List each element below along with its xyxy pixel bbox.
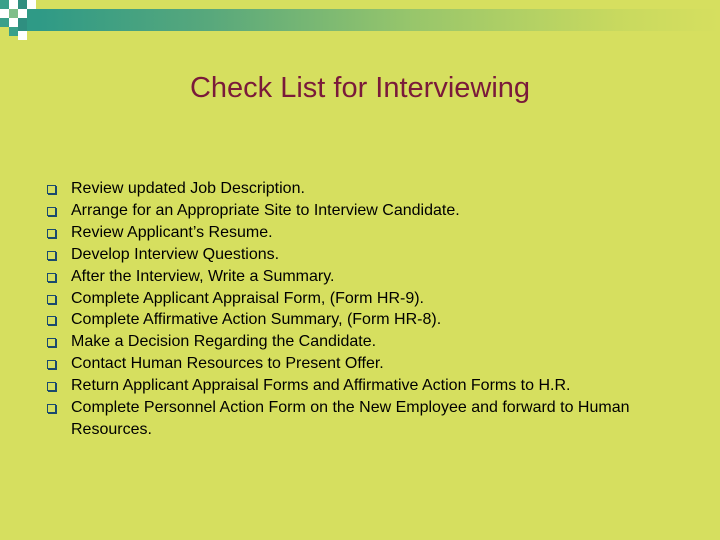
list-item-text: Complete Personnel Action Form on the New Employee and forward to Human Resources. <box>71 399 630 438</box>
list-item-text: Complete Applicant Appraisal Form, (Form HR-9). <box>71 289 424 307</box>
header-band <box>40 9 720 31</box>
list-item-text: Make a Decision Regarding the Candidate. <box>71 333 377 351</box>
list-item <box>47 200 667 222</box>
square-bullet-icon <box>47 382 56 391</box>
square-bullet-icon <box>47 207 56 216</box>
square-bullet-icon <box>47 185 56 194</box>
checklist <box>47 178 667 441</box>
square-bullet-icon <box>47 316 56 325</box>
list-item-text: Return Applicant Appraisal Forms and Affirmative Action Forms to H.R. <box>71 377 571 395</box>
list-item <box>47 331 667 353</box>
list-item <box>47 244 667 266</box>
list-item-text: Review Applicant’s Resume. <box>71 223 273 241</box>
square-bullet-icon <box>47 404 56 413</box>
list-item-text: Review updated Job Description. <box>71 180 305 197</box>
list-item-text: Arrange for an Appropriate Site to Interview Candidate. <box>71 201 460 219</box>
list-item-text: Complete Affirmative Action Summary, (Form HR-8). <box>71 311 442 329</box>
square-bullet-icon <box>47 295 56 304</box>
square-bullet-icon <box>47 251 56 260</box>
list-item <box>47 222 667 244</box>
list-item <box>47 266 667 288</box>
list-item-text: Develop Interview Questions. <box>71 245 280 263</box>
list-item <box>47 375 667 397</box>
list-item <box>47 288 667 310</box>
square-bullet-icon <box>47 360 56 369</box>
list-item-text: After the Interview, Write a Summary. <box>71 267 335 285</box>
square-bullet-icon <box>47 229 56 238</box>
list-item <box>47 353 667 375</box>
list-item <box>47 397 667 441</box>
list-item <box>47 309 667 331</box>
slide-title: Check List for Interviewing <box>189 72 531 104</box>
list-item <box>47 178 667 200</box>
list-item-text: Contact Human Resources to Present Offer. <box>71 355 384 373</box>
square-bullet-icon <box>47 273 56 282</box>
square-bullet-icon <box>47 338 56 347</box>
